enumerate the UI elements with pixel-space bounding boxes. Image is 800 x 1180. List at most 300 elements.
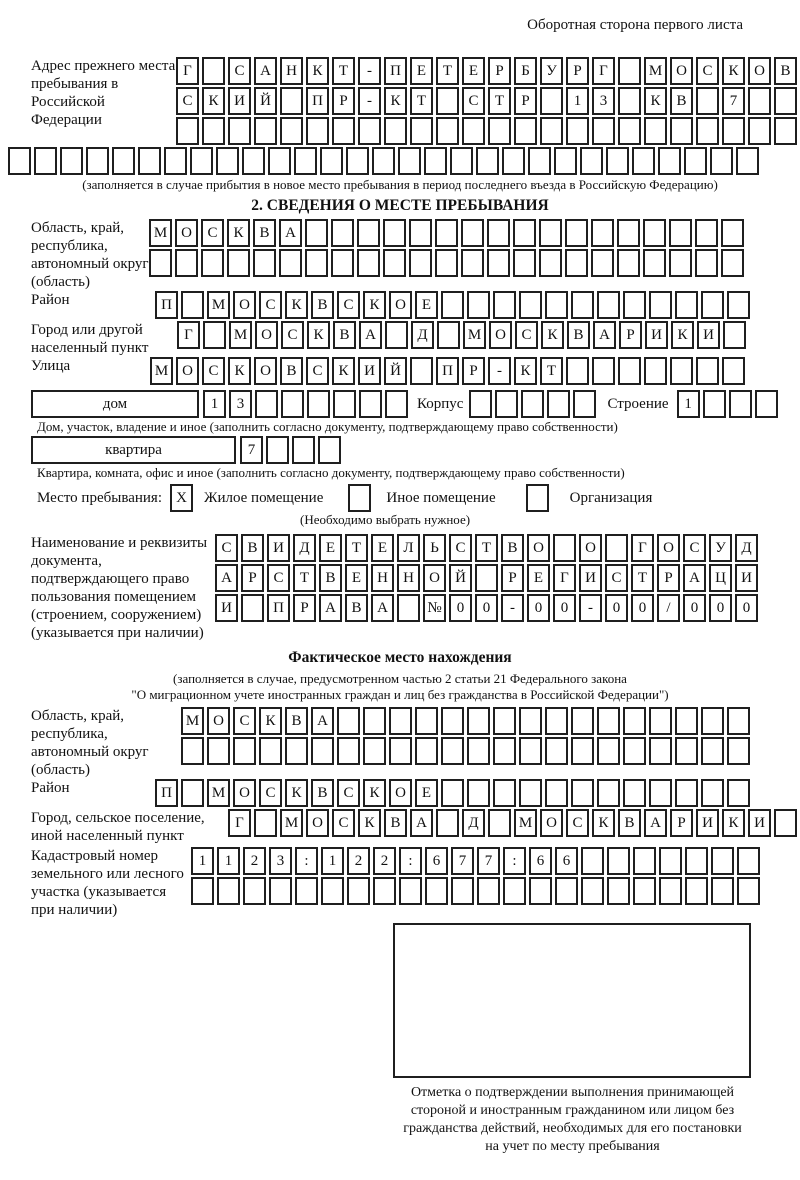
char-box[interactable] <box>383 249 406 277</box>
char-box[interactable] <box>684 147 707 175</box>
char-box[interactable]: 1 <box>203 390 226 418</box>
char-box[interactable]: К <box>592 809 615 837</box>
char-box[interactable] <box>363 737 386 765</box>
char-box[interactable] <box>242 147 265 175</box>
char-box[interactable]: П <box>306 87 329 115</box>
char-box[interactable] <box>581 847 604 875</box>
char-box[interactable]: О <box>423 564 446 592</box>
char-box[interactable]: А <box>371 594 394 622</box>
char-box[interactable]: Д <box>462 809 485 837</box>
char-box[interactable]: : <box>503 847 526 875</box>
char-box[interactable]: 6 <box>529 847 552 875</box>
char-box[interactable] <box>164 147 187 175</box>
char-box[interactable] <box>266 436 289 464</box>
char-box[interactable]: К <box>722 57 745 85</box>
char-box[interactable] <box>721 249 744 277</box>
char-box[interactable] <box>241 594 264 622</box>
char-box[interactable] <box>633 847 656 875</box>
char-box[interactable]: С <box>696 57 719 85</box>
char-box[interactable] <box>320 147 343 175</box>
char-box[interactable] <box>331 249 354 277</box>
char-box[interactable] <box>597 737 620 765</box>
char-box[interactable]: Р <box>566 57 589 85</box>
char-box[interactable]: - <box>488 357 511 385</box>
char-box[interactable] <box>346 147 369 175</box>
char-box[interactable] <box>253 249 276 277</box>
char-box[interactable]: Т <box>540 357 563 385</box>
char-box[interactable]: 1 <box>566 87 589 115</box>
char-box[interactable]: В <box>311 291 334 319</box>
char-box[interactable]: Д <box>735 534 758 562</box>
char-box[interactable] <box>618 87 641 115</box>
char-box[interactable]: 0 <box>631 594 654 622</box>
char-box[interactable] <box>592 117 615 145</box>
char-box[interactable] <box>685 877 708 905</box>
char-box[interactable] <box>451 877 474 905</box>
char-box[interactable]: В <box>567 321 590 349</box>
char-box[interactable]: И <box>579 564 602 592</box>
char-box[interactable]: Ь <box>423 534 446 562</box>
char-box[interactable]: Г <box>553 564 576 592</box>
char-box[interactable] <box>521 390 544 418</box>
char-box[interactable] <box>566 117 589 145</box>
char-box[interactable]: 0 <box>735 594 758 622</box>
stay-type-checkbox-organization[interactable] <box>526 484 549 512</box>
char-box[interactable] <box>623 779 646 807</box>
char-box[interactable] <box>493 737 516 765</box>
char-box[interactable]: К <box>228 357 251 385</box>
char-box[interactable]: В <box>345 594 368 622</box>
char-box[interactable] <box>737 877 760 905</box>
char-box[interactable] <box>268 147 291 175</box>
char-box[interactable] <box>60 147 83 175</box>
char-box[interactable]: А <box>593 321 616 349</box>
char-box[interactable] <box>696 357 719 385</box>
char-box[interactable] <box>555 877 578 905</box>
char-box[interactable] <box>670 357 693 385</box>
char-box[interactable] <box>207 737 230 765</box>
char-box[interactable]: И <box>228 87 251 115</box>
char-box[interactable] <box>514 117 537 145</box>
char-box[interactable]: И <box>748 809 771 837</box>
char-box[interactable] <box>476 147 499 175</box>
char-box[interactable]: 2 <box>373 847 396 875</box>
char-box[interactable]: А <box>683 564 706 592</box>
char-box[interactable] <box>318 436 341 464</box>
char-box[interactable]: Т <box>631 564 654 592</box>
char-box[interactable]: - <box>358 57 381 85</box>
char-box[interactable]: К <box>722 809 745 837</box>
char-box[interactable]: Р <box>670 809 693 837</box>
char-box[interactable] <box>435 249 458 277</box>
char-box[interactable]: О <box>579 534 602 562</box>
char-box[interactable] <box>385 390 408 418</box>
char-box[interactable] <box>597 707 620 735</box>
char-box[interactable] <box>722 117 745 145</box>
char-box[interactable] <box>307 390 330 418</box>
char-box[interactable] <box>643 249 666 277</box>
char-box[interactable] <box>233 737 256 765</box>
char-box[interactable] <box>649 779 672 807</box>
char-box[interactable] <box>774 117 797 145</box>
char-box[interactable]: Д <box>293 534 316 562</box>
char-box[interactable]: К <box>259 707 282 735</box>
char-box[interactable]: С <box>337 779 360 807</box>
char-box[interactable] <box>748 117 771 145</box>
char-box[interactable]: 2 <box>243 847 266 875</box>
char-box[interactable] <box>633 877 656 905</box>
char-box[interactable]: Р <box>514 87 537 115</box>
char-box[interactable] <box>469 390 492 418</box>
char-box[interactable] <box>425 877 448 905</box>
char-box[interactable] <box>643 219 666 247</box>
char-box[interactable] <box>280 87 303 115</box>
char-box[interactable] <box>519 737 542 765</box>
char-box[interactable]: Е <box>415 291 438 319</box>
char-box[interactable] <box>519 779 542 807</box>
char-box[interactable]: К <box>363 291 386 319</box>
char-box[interactable] <box>696 87 719 115</box>
char-box[interactable] <box>292 436 315 464</box>
char-box[interactable] <box>259 737 282 765</box>
char-box[interactable] <box>436 117 459 145</box>
char-box[interactable] <box>280 117 303 145</box>
char-box[interactable] <box>617 219 640 247</box>
char-box[interactable] <box>623 737 646 765</box>
char-box[interactable] <box>774 809 797 837</box>
char-box[interactable]: А <box>644 809 667 837</box>
char-box[interactable] <box>722 357 745 385</box>
char-box[interactable] <box>669 249 692 277</box>
char-box[interactable]: К <box>541 321 564 349</box>
char-box[interactable]: О <box>176 357 199 385</box>
char-box[interactable] <box>462 117 485 145</box>
char-box[interactable]: С <box>306 357 329 385</box>
char-box[interactable] <box>467 779 490 807</box>
char-box[interactable] <box>539 219 562 247</box>
char-box[interactable]: Т <box>345 534 368 562</box>
char-box[interactable]: К <box>332 357 355 385</box>
char-box[interactable]: Е <box>410 57 433 85</box>
char-box[interactable] <box>34 147 57 175</box>
char-box[interactable]: С <box>176 87 199 115</box>
char-box[interactable]: В <box>241 534 264 562</box>
char-box[interactable]: И <box>358 357 381 385</box>
char-box[interactable]: К <box>384 87 407 115</box>
char-box[interactable] <box>467 737 490 765</box>
char-box[interactable] <box>467 291 490 319</box>
char-box[interactable]: А <box>215 564 238 592</box>
char-box[interactable]: М <box>181 707 204 735</box>
char-box[interactable]: Й <box>449 564 472 592</box>
char-box[interactable] <box>441 779 464 807</box>
char-box[interactable]: Т <box>410 87 433 115</box>
char-box[interactable]: К <box>227 219 250 247</box>
char-box[interactable]: Т <box>332 57 355 85</box>
char-box[interactable]: В <box>774 57 797 85</box>
char-box[interactable] <box>398 147 421 175</box>
char-box[interactable] <box>495 390 518 418</box>
char-box[interactable] <box>424 147 447 175</box>
char-box[interactable] <box>502 147 525 175</box>
char-box[interactable]: 0 <box>683 594 706 622</box>
char-box[interactable] <box>658 147 681 175</box>
char-box[interactable] <box>358 117 381 145</box>
char-box[interactable] <box>571 737 594 765</box>
char-box[interactable]: А <box>410 809 433 837</box>
char-box[interactable] <box>201 249 224 277</box>
char-box[interactable] <box>623 707 646 735</box>
char-box[interactable] <box>285 737 308 765</box>
char-box[interactable] <box>487 219 510 247</box>
char-box[interactable]: С <box>515 321 538 349</box>
char-box[interactable]: О <box>670 57 693 85</box>
stay-type-checkbox-other[interactable] <box>348 484 371 512</box>
char-box[interactable]: Л <box>397 534 420 562</box>
char-box[interactable] <box>389 707 412 735</box>
char-box[interactable]: А <box>359 321 382 349</box>
char-box[interactable] <box>190 147 213 175</box>
char-box[interactable] <box>539 249 562 277</box>
char-box[interactable]: И <box>696 809 719 837</box>
char-box[interactable] <box>493 707 516 735</box>
char-box[interactable] <box>488 117 511 145</box>
char-box[interactable] <box>566 357 589 385</box>
char-box[interactable] <box>695 219 718 247</box>
char-box[interactable]: С <box>605 564 628 592</box>
stamp-box[interactable] <box>393 923 751 1078</box>
char-box[interactable] <box>383 219 406 247</box>
char-box[interactable]: А <box>279 219 302 247</box>
char-box[interactable]: О <box>489 321 512 349</box>
char-box[interactable] <box>606 147 629 175</box>
char-box[interactable] <box>592 357 615 385</box>
char-box[interactable]: П <box>155 291 178 319</box>
char-box[interactable] <box>203 321 226 349</box>
char-box[interactable]: О <box>540 809 563 837</box>
char-box[interactable]: 7 <box>477 847 500 875</box>
char-box[interactable]: С <box>201 219 224 247</box>
char-box[interactable] <box>269 877 292 905</box>
char-box[interactable] <box>216 147 239 175</box>
char-box[interactable]: 6 <box>425 847 448 875</box>
char-box[interactable]: К <box>358 809 381 837</box>
char-box[interactable] <box>659 847 682 875</box>
char-box[interactable] <box>503 877 526 905</box>
char-box[interactable]: 1 <box>191 847 214 875</box>
char-box[interactable] <box>191 877 214 905</box>
char-box[interactable] <box>410 357 433 385</box>
char-box[interactable] <box>441 707 464 735</box>
char-box[interactable] <box>729 390 752 418</box>
char-box[interactable]: А <box>319 594 342 622</box>
char-box[interactable]: Р <box>619 321 642 349</box>
char-box[interactable]: Т <box>436 57 459 85</box>
char-box[interactable]: О <box>254 357 277 385</box>
char-box[interactable] <box>384 117 407 145</box>
char-box[interactable] <box>607 877 630 905</box>
char-box[interactable] <box>711 847 734 875</box>
char-box[interactable]: С <box>259 291 282 319</box>
char-box[interactable] <box>755 390 778 418</box>
char-box[interactable] <box>695 249 718 277</box>
char-box[interactable] <box>545 737 568 765</box>
char-box[interactable]: Е <box>415 779 438 807</box>
char-box[interactable] <box>696 117 719 145</box>
char-box[interactable] <box>86 147 109 175</box>
char-box[interactable]: 0 <box>709 594 732 622</box>
char-box[interactable] <box>605 534 628 562</box>
char-box[interactable]: Ц <box>709 564 732 592</box>
char-box[interactable]: К <box>202 87 225 115</box>
char-box[interactable]: Т <box>475 534 498 562</box>
char-box[interactable] <box>409 219 432 247</box>
char-box[interactable] <box>176 117 199 145</box>
char-box[interactable]: О <box>389 291 412 319</box>
char-box[interactable] <box>305 249 328 277</box>
char-box[interactable]: 3 <box>592 87 615 115</box>
char-box[interactable] <box>227 249 250 277</box>
char-box[interactable] <box>591 249 614 277</box>
char-box[interactable] <box>711 877 734 905</box>
char-box[interactable] <box>701 779 724 807</box>
char-box[interactable]: Е <box>527 564 550 592</box>
char-box[interactable]: Г <box>228 809 251 837</box>
char-box[interactable] <box>701 291 724 319</box>
char-box[interactable] <box>540 87 563 115</box>
char-box[interactable] <box>477 877 500 905</box>
char-box[interactable]: К <box>306 57 329 85</box>
char-box[interactable]: П <box>155 779 178 807</box>
char-box[interactable] <box>487 249 510 277</box>
char-box[interactable] <box>774 87 797 115</box>
char-box[interactable]: К <box>285 779 308 807</box>
char-box[interactable] <box>306 117 329 145</box>
char-box[interactable] <box>540 117 563 145</box>
char-box[interactable]: М <box>207 779 230 807</box>
char-box[interactable] <box>727 707 750 735</box>
char-box[interactable]: С <box>215 534 238 562</box>
char-box[interactable] <box>385 321 408 349</box>
char-box[interactable] <box>547 390 570 418</box>
char-box[interactable] <box>618 117 641 145</box>
char-box[interactable] <box>701 707 724 735</box>
char-box[interactable] <box>305 219 328 247</box>
char-box[interactable]: И <box>697 321 720 349</box>
char-box[interactable] <box>644 357 667 385</box>
char-box[interactable]: Й <box>384 357 407 385</box>
char-box[interactable]: М <box>149 219 172 247</box>
char-box[interactable]: / <box>657 594 680 622</box>
char-box[interactable] <box>571 707 594 735</box>
char-box[interactable]: У <box>540 57 563 85</box>
char-box[interactable] <box>254 809 277 837</box>
char-box[interactable]: Р <box>501 564 524 592</box>
char-box[interactable] <box>528 147 551 175</box>
char-box[interactable]: М <box>514 809 537 837</box>
char-box[interactable]: Г <box>592 57 615 85</box>
char-box[interactable] <box>545 707 568 735</box>
char-box[interactable] <box>441 291 464 319</box>
char-box[interactable] <box>435 219 458 247</box>
char-box[interactable]: 0 <box>475 594 498 622</box>
char-box[interactable]: - <box>358 87 381 115</box>
char-box[interactable] <box>202 117 225 145</box>
char-box[interactable] <box>721 219 744 247</box>
char-box[interactable] <box>217 877 240 905</box>
char-box[interactable] <box>254 117 277 145</box>
char-box[interactable] <box>727 779 750 807</box>
char-box[interactable]: Р <box>293 594 316 622</box>
char-box[interactable]: : <box>295 847 318 875</box>
char-box[interactable]: О <box>748 57 771 85</box>
char-box[interactable] <box>519 291 542 319</box>
char-box[interactable] <box>331 219 354 247</box>
char-box[interactable]: С <box>462 87 485 115</box>
char-box[interactable]: О <box>207 707 230 735</box>
char-box[interactable] <box>659 877 682 905</box>
char-box[interactable]: В <box>670 87 693 115</box>
char-box[interactable] <box>644 117 667 145</box>
char-box[interactable] <box>553 534 576 562</box>
char-box[interactable] <box>337 707 360 735</box>
char-box[interactable] <box>607 847 630 875</box>
char-box[interactable]: В <box>333 321 356 349</box>
char-box[interactable] <box>710 147 733 175</box>
char-box[interactable] <box>347 877 370 905</box>
char-box[interactable]: Г <box>177 321 200 349</box>
char-box[interactable] <box>519 707 542 735</box>
char-box[interactable]: 2 <box>347 847 370 875</box>
char-box[interactable]: С <box>566 809 589 837</box>
char-box[interactable]: М <box>644 57 667 85</box>
char-box[interactable]: П <box>267 594 290 622</box>
char-box[interactable] <box>649 737 672 765</box>
char-box[interactable]: 0 <box>553 594 576 622</box>
char-box[interactable]: 0 <box>527 594 550 622</box>
char-box[interactable] <box>475 564 498 592</box>
char-box[interactable] <box>372 147 395 175</box>
char-box[interactable]: Б <box>514 57 537 85</box>
char-box[interactable]: О <box>233 779 256 807</box>
char-box[interactable] <box>632 147 655 175</box>
char-box[interactable]: Н <box>371 564 394 592</box>
char-box[interactable]: С <box>332 809 355 837</box>
char-box[interactable] <box>649 707 672 735</box>
char-box[interactable] <box>175 249 198 277</box>
char-box[interactable]: С <box>337 291 360 319</box>
char-box[interactable]: И <box>735 564 758 592</box>
char-box[interactable] <box>701 737 724 765</box>
char-box[interactable] <box>461 249 484 277</box>
char-box[interactable] <box>337 737 360 765</box>
char-box[interactable]: М <box>229 321 252 349</box>
char-box[interactable] <box>181 737 204 765</box>
char-box[interactable]: Р <box>462 357 485 385</box>
char-box[interactable]: 7 <box>451 847 474 875</box>
char-box[interactable]: Г <box>176 57 199 85</box>
char-box[interactable] <box>675 779 698 807</box>
char-box[interactable] <box>571 291 594 319</box>
char-box[interactable]: С <box>449 534 472 562</box>
char-box[interactable]: И <box>645 321 668 349</box>
char-box[interactable]: С <box>267 564 290 592</box>
char-box[interactable] <box>727 737 750 765</box>
char-box[interactable] <box>441 737 464 765</box>
char-box[interactable]: 3 <box>269 847 292 875</box>
char-box[interactable]: 1 <box>321 847 344 875</box>
char-box[interactable] <box>727 291 750 319</box>
